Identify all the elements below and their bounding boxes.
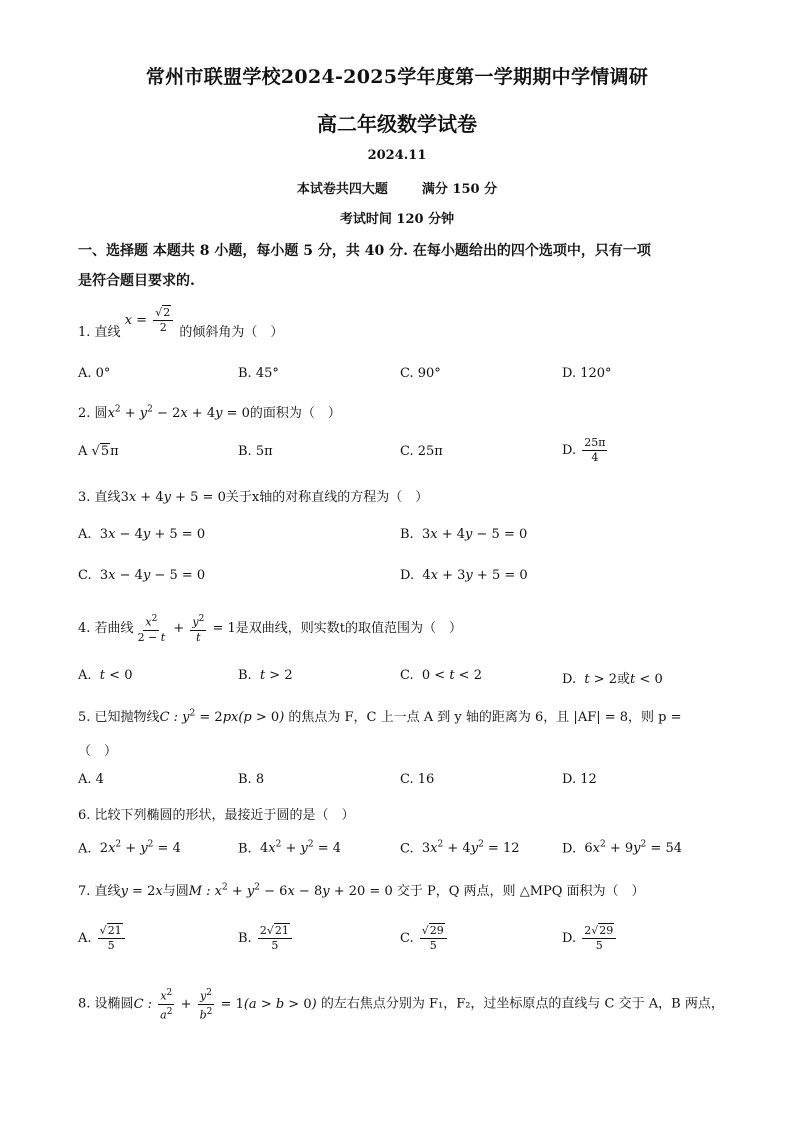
question-6	[78, 804, 355, 823]
q6-option-d[interactable]: D. $6x^2 + 9y^2 = 54$	[562, 840, 682, 857]
math-expr: M : $x^2 + y^2 - 6x - 8y + 20 = 0$	[188, 882, 393, 899]
section-heading-line1: 一、选择题 本题共 8 小题，每小题 5 分，共 40 分. 在每小题给出的四个选项中，只有一项	[78, 243, 651, 259]
q2-option-c[interactable]: C. 25π	[400, 444, 443, 459]
q5-option-d[interactable]: D. 12	[562, 772, 597, 787]
q6-option-c[interactable]: C. $3x^2 + 4y^2 = 12$	[400, 840, 520, 857]
question-text: 若曲线	[94, 620, 134, 636]
exam-subtitle: 高二年级数学试卷	[317, 112, 477, 136]
question-5-continuation: （ ）	[78, 744, 118, 759]
question-number: 7.	[78, 884, 91, 899]
question-text: 已知抛物线	[94, 710, 160, 725]
question-5	[78, 706, 682, 725]
exam-full-score: 满分 150 分	[421, 182, 498, 197]
question-text: 与圆	[162, 884, 189, 899]
q7-option-b[interactable]: B. $\frac{2√21}{5}$	[238, 924, 294, 953]
question-number: 3.	[78, 490, 91, 505]
question-number: 8.	[78, 996, 91, 1012]
q4-option-c[interactable]: C. 0 < t < 2	[400, 668, 482, 683]
q4-option-d[interactable]: D. t > 2或t < 0	[562, 672, 663, 687]
math-expr: 3x + 4y + 5 = 0	[120, 490, 226, 505]
question-text: 比较下列椭圆的形状，最接近于圆的是（ ）	[94, 808, 355, 823]
math-expr: $x^2 + y^2 - 2x + 4y = 0$	[107, 404, 250, 421]
q6-option-a[interactable]: A. $2x^2 + y^2 = 4$	[78, 840, 181, 857]
section-heading	[78, 236, 728, 296]
q3-option-a[interactable]: A. 3x − 4y + 5 = 0	[78, 527, 206, 542]
q3-option-d[interactable]: D. 4x + 3y + 5 = 0	[400, 568, 528, 583]
q5-option-a[interactable]: A. 4	[78, 772, 104, 787]
question-number: 4.	[78, 620, 91, 636]
q6-option-b[interactable]: B. $4x^2 + y^2 = 4$	[238, 840, 342, 857]
question-number: 6.	[78, 808, 91, 823]
question-text: 的左右焦点分别为 F₁，F₂，过坐标原点的直线与 C 交于 A，B 两点，	[320, 996, 724, 1012]
question-text: 直线	[94, 884, 121, 899]
q1-option-a[interactable]: A. 0°	[78, 366, 111, 381]
exam-time: 考试时间 120 分钟	[339, 212, 455, 227]
q1-option-d[interactable]: D. 120°	[562, 366, 612, 381]
question-number: 5.	[78, 710, 91, 725]
question-text: 直线	[94, 490, 121, 505]
question-number: 2.	[78, 406, 91, 421]
q4-option-a[interactable]: A. t < 0	[78, 668, 133, 683]
exam-title: 常州市联盟学校2024-2025学年度第一学期期中学情调研	[145, 66, 649, 88]
question-4	[78, 612, 462, 645]
q3-option-b[interactable]: B. 3x + 4y − 5 = 0	[400, 527, 528, 542]
math-expr: y = 2x	[120, 884, 163, 899]
math-expr: C : $\frac{x^2}{a^2}$ + $\frac{y^2}{b^2}$ = 1(a > b > 0)	[133, 988, 317, 1022]
q4-option-b[interactable]: B. t > 2	[238, 668, 293, 683]
exam-sections: 本试卷共四大题	[296, 182, 388, 197]
q7-option-a[interactable]: A. $\frac{√21}{5}$	[78, 924, 127, 953]
q3-option-c[interactable]: C. 3x − 4y − 5 = 0	[78, 568, 206, 583]
q2-option-d[interactable]: D. $\frac{25\pi}{4}$	[562, 436, 606, 464]
q2-option-a[interactable]: A √5π	[78, 444, 119, 459]
math-expr: C : $y^2 = 2px(p > 0)$	[159, 708, 285, 725]
question-text: 交于 P，Q 两点，则 △MPQ 面积为（ ）	[396, 884, 645, 899]
math-expr: x = $\frac{√2}{2}$	[125, 313, 176, 328]
question-8	[78, 986, 724, 1022]
question-1	[78, 306, 284, 347]
q1-option-b[interactable]: B. 45°	[238, 366, 279, 381]
q1-option-c[interactable]: C. 90°	[400, 366, 441, 381]
q5-option-b[interactable]: B. 8	[238, 772, 265, 787]
q7-option-c[interactable]: C. $\frac{√29}{5}$	[400, 924, 449, 953]
question-number: 1.	[78, 325, 91, 340]
section-heading-line2: 是符合题目要求的.	[78, 273, 195, 289]
exam-info	[0, 178, 794, 197]
question-text: 的面积为（ ）	[249, 406, 341, 421]
question-text: 圆	[94, 406, 108, 421]
question-7	[78, 880, 645, 899]
question-text: 的焦点为 F，C 上一点 A 到 y 轴的距离为 6，且 |AF| = 8，则 p =	[288, 710, 682, 725]
question-3	[78, 486, 428, 505]
q2-option-b[interactable]: B. 5π	[238, 444, 273, 459]
question-text: 是双曲线，则实数t的取值范围为（ ）	[235, 620, 463, 636]
question-2	[78, 402, 341, 421]
question-text: 的倾斜角为（ ）	[179, 325, 284, 340]
exam-date: 2024.11	[367, 148, 427, 163]
math-expr: $\frac{x^2}{2 - t}$ + $\frac{y^2}{t}$ = 1	[137, 614, 236, 644]
q7-option-d[interactable]: D. $\frac{2√29}{5}$	[562, 924, 618, 953]
q5-option-c[interactable]: C. 16	[400, 772, 435, 787]
question-text: 设椭圆	[94, 996, 134, 1012]
question-text: 直线	[94, 325, 121, 340]
question-text: 关于x轴的对称直线的方程为（ ）	[225, 490, 429, 505]
